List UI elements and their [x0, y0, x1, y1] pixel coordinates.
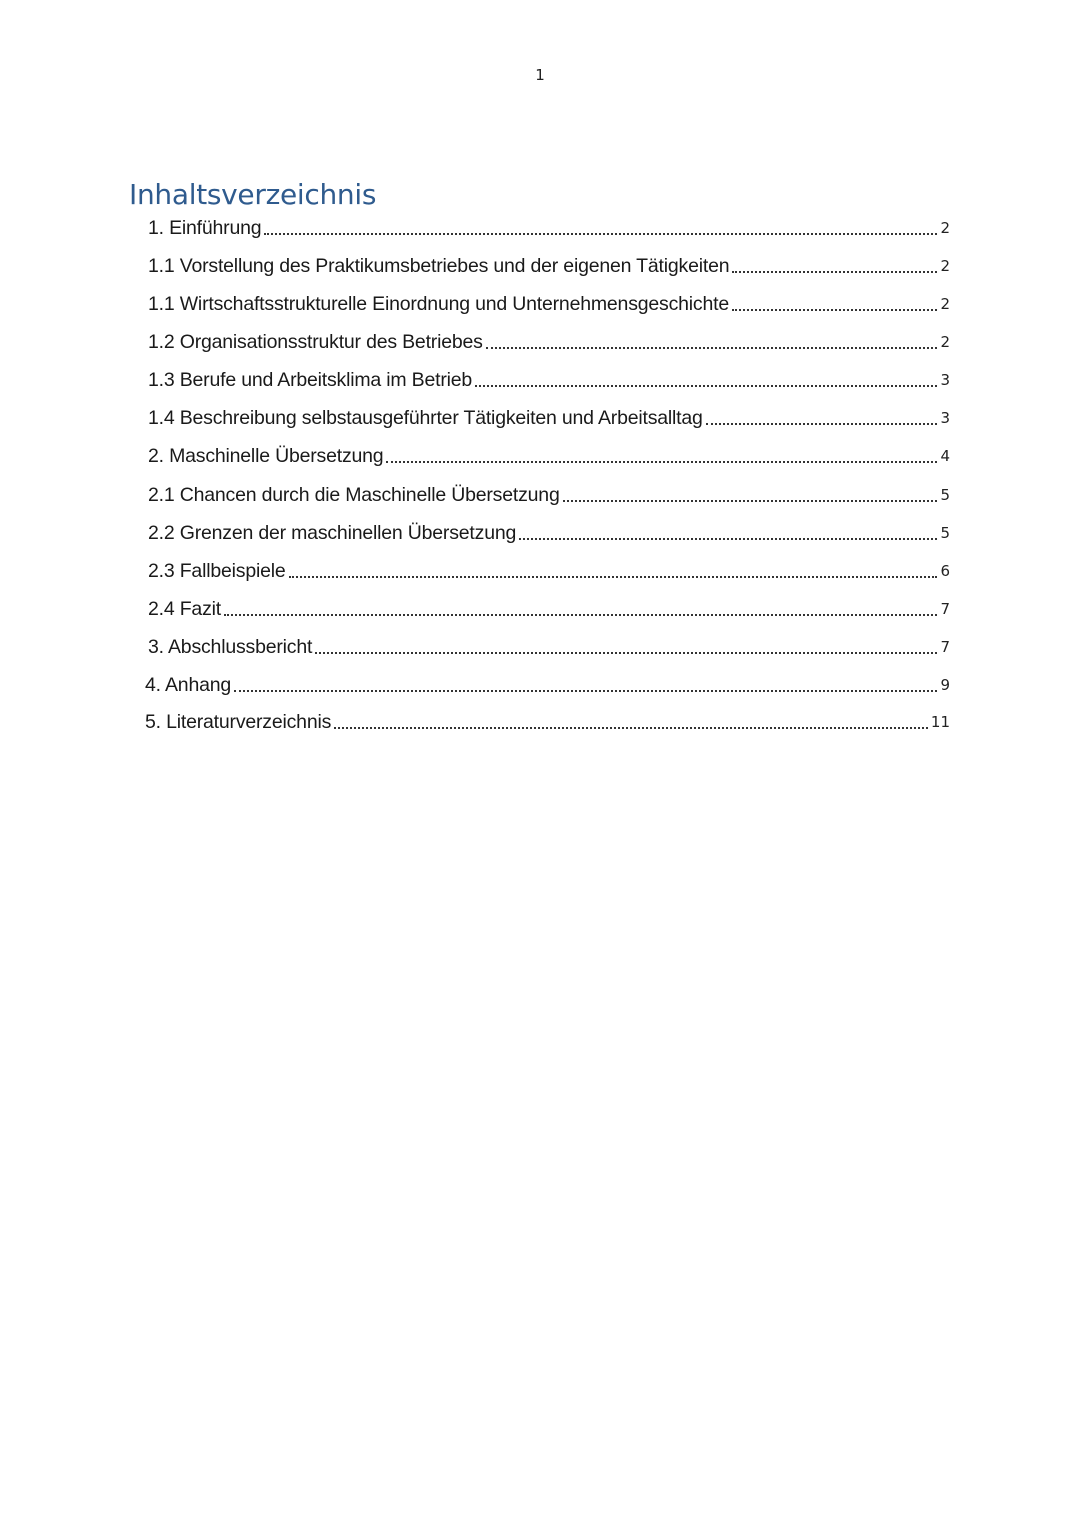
toc-entry[interactable] — [148, 213, 950, 243]
toc-entry[interactable] — [148, 365, 950, 395]
toc-entry[interactable] — [148, 289, 950, 319]
toc-entry-page: 3 — [940, 409, 950, 427]
toc-heading: Inhaltsverzeichnis — [129, 178, 377, 211]
toc-entry-title: 1. Einführung — [148, 217, 262, 239]
toc-entry-page: 5 — [940, 486, 950, 504]
toc-entry-title: 5. Literaturverzeichnis — [145, 711, 332, 733]
toc-entry-page: 4 — [940, 447, 950, 465]
toc-entry-title: 1.1 Wirtschaftsstrukturelle Einordnung und Unternehmensgeschichte — [148, 293, 729, 315]
toc-entry[interactable] — [148, 327, 950, 357]
toc-entry[interactable] — [145, 707, 950, 737]
toc-entry-page: 3 — [940, 371, 950, 389]
toc-entry-page: 2 — [940, 295, 950, 313]
toc-leader-dots — [732, 271, 937, 273]
toc-entry-title: 2.4 Fazit — [148, 598, 221, 620]
toc-entry[interactable] — [148, 251, 950, 281]
toc-leader-dots — [519, 538, 937, 540]
toc-entry[interactable] — [148, 441, 950, 471]
toc-entry-title: 1.3 Berufe und Arbeitsklima im Betrieb — [148, 369, 473, 391]
toc-leader-dots — [563, 500, 938, 502]
toc-leader-dots — [315, 652, 937, 654]
toc-entry[interactable] — [148, 518, 950, 548]
toc-leader-dots — [264, 233, 937, 235]
toc-leader-dots — [486, 347, 938, 349]
toc-leader-dots — [334, 727, 928, 729]
toc-entry-page: 9 — [940, 676, 950, 694]
page-number: 1 — [535, 66, 545, 84]
toc-entry-title: 2.2 Grenzen der maschinellen Übersetzung — [148, 522, 517, 544]
toc-entry-page: 5 — [940, 524, 950, 542]
toc-entry-page: 2 — [940, 333, 950, 351]
toc-entry-page: 7 — [940, 638, 950, 656]
toc-entry[interactable] — [148, 632, 950, 662]
toc-entry-title: 1.4 Beschreibung selbstausgeführter Tätigkeiten und Arbeitsalltag — [148, 407, 703, 429]
toc-entry[interactable] — [148, 403, 950, 433]
toc-entry-page: 7 — [940, 600, 950, 618]
toc-entry-title: 2.1 Chancen durch die Maschinelle Übersetzung — [148, 484, 560, 506]
toc-leader-dots — [224, 614, 937, 616]
toc-leader-dots — [475, 385, 937, 387]
toc-leader-dots — [732, 309, 937, 311]
toc-entry-title: 4. Anhang — [145, 674, 232, 696]
toc-leader-dots — [234, 690, 937, 692]
toc-entry[interactable] — [148, 556, 950, 586]
toc-entry-page: 6 — [940, 562, 950, 580]
toc-entry-title: 3. Abschlussbericht — [148, 636, 313, 658]
toc-leader-dots — [706, 423, 938, 425]
toc-entry-title: 2.3 Fallbeispiele — [148, 560, 286, 582]
toc-leader-dots — [289, 576, 938, 578]
toc-entry-page: 2 — [940, 219, 950, 237]
toc-entry[interactable] — [148, 594, 950, 624]
toc-entry-title: 2. Maschinelle Übersetzung — [148, 445, 384, 467]
toc-entry-page: 2 — [940, 257, 950, 275]
toc-entry[interactable] — [145, 670, 950, 700]
toc-entry-title: 1.1 Vorstellung des Praktikumsbetriebes und der eigenen Tätigkeiten — [148, 255, 730, 277]
toc-leader-dots — [386, 461, 937, 463]
toc-entry-title: 1.2 Organisationsstruktur des Betriebes — [148, 331, 483, 353]
toc-entry-page: 11 — [930, 713, 950, 731]
toc-entry[interactable] — [148, 480, 950, 510]
